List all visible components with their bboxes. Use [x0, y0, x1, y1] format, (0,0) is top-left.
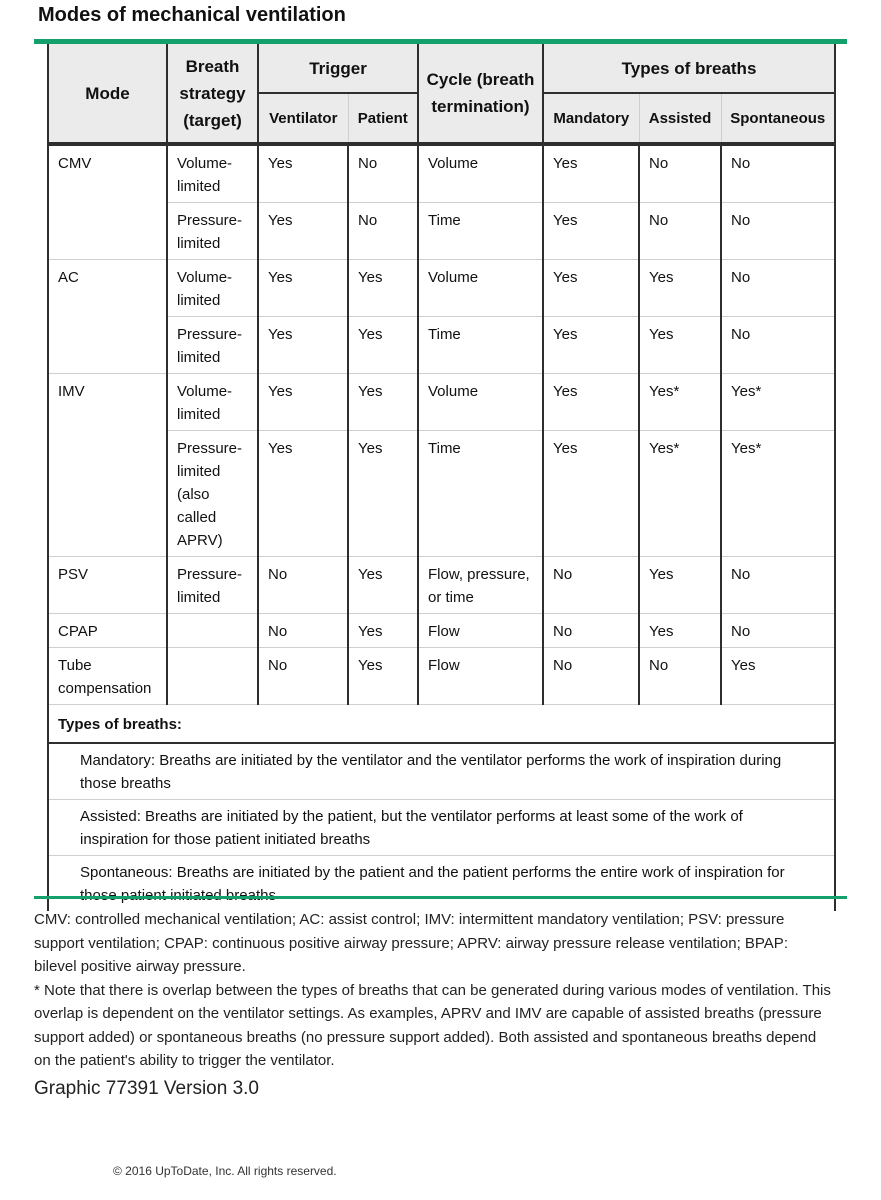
assisted-cell: Yes — [639, 260, 721, 317]
strategy-cell: Volume-limited — [167, 374, 258, 431]
table-row — [48, 317, 835, 374]
bottom-accent-rule — [34, 896, 847, 899]
patient-trigger-cell: No — [348, 144, 418, 203]
table-row — [48, 614, 835, 648]
graphic-version-label: Graphic 77391 Version 3.0 — [34, 1078, 259, 1099]
patient-trigger-cell: No — [348, 203, 418, 260]
mode-cell: IMV — [48, 374, 167, 557]
mode-cell: CPAP — [48, 614, 167, 648]
ventilator-trigger-cell: No — [258, 648, 348, 705]
mandatory-cell: Yes — [543, 144, 639, 203]
ventilator-trigger-cell: Yes — [258, 144, 348, 203]
cycle-cell: Volume — [418, 144, 543, 203]
table-row — [48, 260, 835, 317]
cycle-cell: Flow — [418, 614, 543, 648]
table-row — [48, 144, 835, 203]
ventilation-modes-table — [47, 44, 836, 911]
ventilator-trigger-cell: Yes — [258, 431, 348, 557]
legend-title-row — [48, 705, 835, 744]
mandatory-cell: Yes — [543, 431, 639, 557]
cycle-cell: Time — [418, 203, 543, 260]
mandatory-cell: Yes — [543, 374, 639, 431]
header-spontaneous: Spontaneous — [721, 93, 835, 144]
ventilator-trigger-cell: Yes — [258, 374, 348, 431]
legend-item-spontaneous: Spontaneous: Breaths are initiated by the patient and the patient performs the entire work of inspiration for — [48, 856, 835, 912]
ventilator-trigger-cell: Yes — [258, 203, 348, 260]
assisted-cell: Yes — [639, 557, 721, 614]
legend-row — [48, 743, 835, 800]
header-mandatory: Mandatory — [543, 93, 639, 144]
strategy-cell: Pressure-limited — [167, 557, 258, 614]
mode-cell: Tube compensation — [48, 648, 167, 705]
mode-cell: AC — [48, 260, 167, 374]
assisted-cell: Yes* — [639, 431, 721, 557]
patient-trigger-cell: Yes — [348, 374, 418, 431]
assisted-cell: No — [639, 203, 721, 260]
assisted-cell: No — [639, 648, 721, 705]
spontaneous-cell: No — [721, 144, 835, 203]
strategy-cell — [167, 614, 258, 648]
assisted-cell: Yes* — [639, 374, 721, 431]
strategy-cell: Pressure-limited (also called APRV) — [167, 431, 258, 557]
legend-row — [48, 856, 835, 912]
spontaneous-cell: No — [721, 203, 835, 260]
cycle-cell: Time — [418, 317, 543, 374]
assisted-cell: No — [639, 144, 721, 203]
cycle-cell: Time — [418, 431, 543, 557]
mandatory-cell: No — [543, 614, 639, 648]
table-row — [48, 648, 835, 705]
overlap-footnote: * Note that there is overlap between the types of breaths that can be generated during various modes of ventilation. This overlap is dependent on the ventilator settings. As examples, APRV and IMV are capable of assisted breaths (pressure support added) or spontaneous breaths (no pressure support added). Both assisted and spontaneous breaths depend on the patient's ability to trigger the ventilator. — [34, 981, 831, 1069]
strategy-cell: Pressure-limited — [167, 317, 258, 374]
strategy-cell: Volume-limited — [167, 260, 258, 317]
mandatory-cell: No — [543, 648, 639, 705]
patient-trigger-cell: Yes — [348, 431, 418, 557]
patient-trigger-cell: Yes — [348, 648, 418, 705]
table-notes — [34, 908, 834, 1073]
cycle-cell: Volume — [418, 260, 543, 317]
page-title: Modes of mechanical ventilation — [38, 4, 346, 26]
assisted-cell: Yes — [639, 317, 721, 374]
header-patient: Patient — [348, 93, 418, 144]
spontaneous-cell: Yes* — [721, 374, 835, 431]
mandatory-cell: Yes — [543, 203, 639, 260]
mandatory-cell: Yes — [543, 317, 639, 374]
spontaneous-cell: No — [721, 260, 835, 317]
spontaneous-cell: Yes* — [721, 431, 835, 557]
header-types-of-breaths: Types of breaths — [543, 44, 835, 93]
ventilator-trigger-cell: No — [258, 614, 348, 648]
strategy-cell — [167, 648, 258, 705]
strategy-cell: Pressure-limited — [167, 203, 258, 260]
patient-trigger-cell: Yes — [348, 317, 418, 374]
assisted-cell: Yes — [639, 614, 721, 648]
header-assisted: Assisted — [639, 93, 721, 144]
table-row — [48, 431, 835, 557]
patient-trigger-cell: Yes — [348, 614, 418, 648]
mode-cell: CMV — [48, 144, 167, 260]
ventilator-trigger-cell: Yes — [258, 317, 348, 374]
spontaneous-cell: No — [721, 557, 835, 614]
header-breath-strategy: Breath strategy (target) — [167, 44, 258, 144]
copyright-notice: © 2016 UpToDate, Inc. All rights reserved. — [113, 1164, 337, 1178]
table-row — [48, 374, 835, 431]
patient-trigger-cell: Yes — [348, 260, 418, 317]
header-ventilator: Ventilator — [258, 93, 348, 144]
header-trigger: Trigger — [258, 44, 418, 93]
ventilator-trigger-cell: No — [258, 557, 348, 614]
mode-cell: PSV — [48, 557, 167, 614]
mandatory-cell: No — [543, 557, 639, 614]
header-cycle: Cycle (breath termination) — [418, 44, 543, 144]
patient-trigger-cell: Yes — [348, 557, 418, 614]
mandatory-cell: Yes — [543, 260, 639, 317]
strategy-cell: Volume-limited — [167, 144, 258, 203]
cycle-cell: Volume — [418, 374, 543, 431]
cycle-cell: Flow, pressure, or time — [418, 557, 543, 614]
legend-item-mandatory: Mandatory: Breaths are initiated by the ventilator and the ventilator performs the work of inspiration during those breaths — [48, 743, 835, 800]
legend-row — [48, 800, 835, 856]
legend-title: Types of breaths: — [48, 705, 835, 744]
table-row — [48, 557, 835, 614]
spontaneous-cell: No — [721, 614, 835, 648]
abbreviations-note: CMV: controlled mechanical ventilation; AC: assist control; IMV: intermittent mandatory ventilation; PSV: pressure support ventilation; CPAP: continuous positive airway pressure; APRV: airway pressure release ventilation; BPAP: bilevel positive airway pressure. — [34, 911, 788, 975]
legend-item-assisted: Assisted: Breaths are initiated by the patient, but the ventilator performs at least some of the work of inspiration for those patient initiated breaths — [48, 800, 835, 856]
ventilator-trigger-cell: Yes — [258, 260, 348, 317]
header-mode: Mode — [48, 44, 167, 144]
table-row — [48, 203, 835, 260]
spontaneous-cell: No — [721, 317, 835, 374]
spontaneous-cell: Yes — [721, 648, 835, 705]
cycle-cell: Flow — [418, 648, 543, 705]
